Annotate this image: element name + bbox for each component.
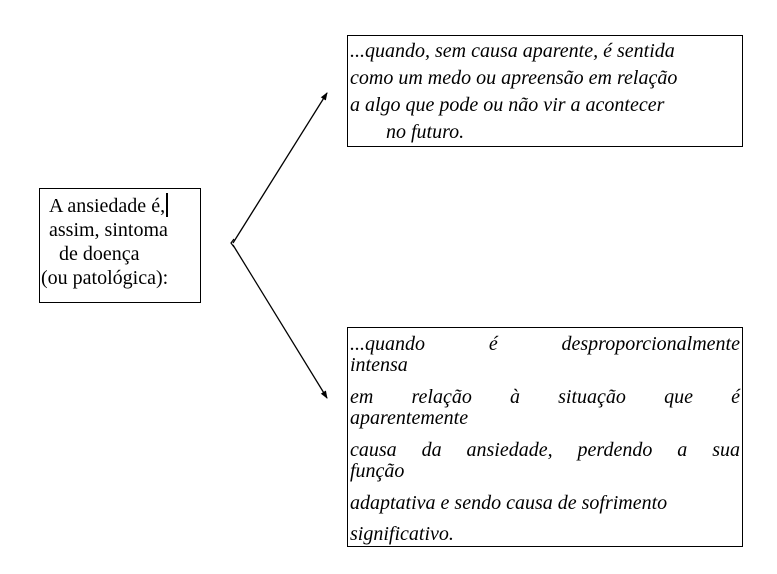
source-line-2: assim, sintoma: [49, 219, 168, 241]
top-line-1: ...quando, sem causa aparente, é sentida: [350, 40, 675, 62]
top-line-2: como um medo ou apreensão em relação: [350, 67, 678, 89]
top-line-3: a algo que pode ou não vir a acontecer: [350, 94, 665, 116]
bottom-line-2: intensa: [350, 354, 408, 376]
source-box: [39, 188, 201, 303]
bottom-line-1: ...quando é desproporcionalmente: [350, 333, 740, 355]
arrow-to-bottom: [233, 245, 327, 398]
text-cursor: [166, 193, 168, 217]
source-line-3: de doença: [59, 243, 140, 265]
bottom-line-3: em relação à situação que é: [350, 386, 740, 408]
bottom-line-6: função: [350, 460, 405, 482]
bottom-line-8: significativo.: [350, 523, 454, 545]
top-line-4: no futuro.: [386, 121, 465, 143]
bottom-box: [347, 327, 743, 547]
source-line-1: A ansiedade é,: [40, 193, 200, 218]
bottom-line-7: adaptativa e sendo causa de sofrimento: [350, 492, 668, 514]
bottom-line-5: causa da ansiedade, perdendo a sua: [350, 439, 740, 461]
top-box: [347, 35, 743, 147]
source-line-4: (ou patológica):: [41, 267, 169, 289]
bottom-line-4: aparentemente: [350, 407, 469, 429]
arrow-to-top: [233, 93, 327, 243]
